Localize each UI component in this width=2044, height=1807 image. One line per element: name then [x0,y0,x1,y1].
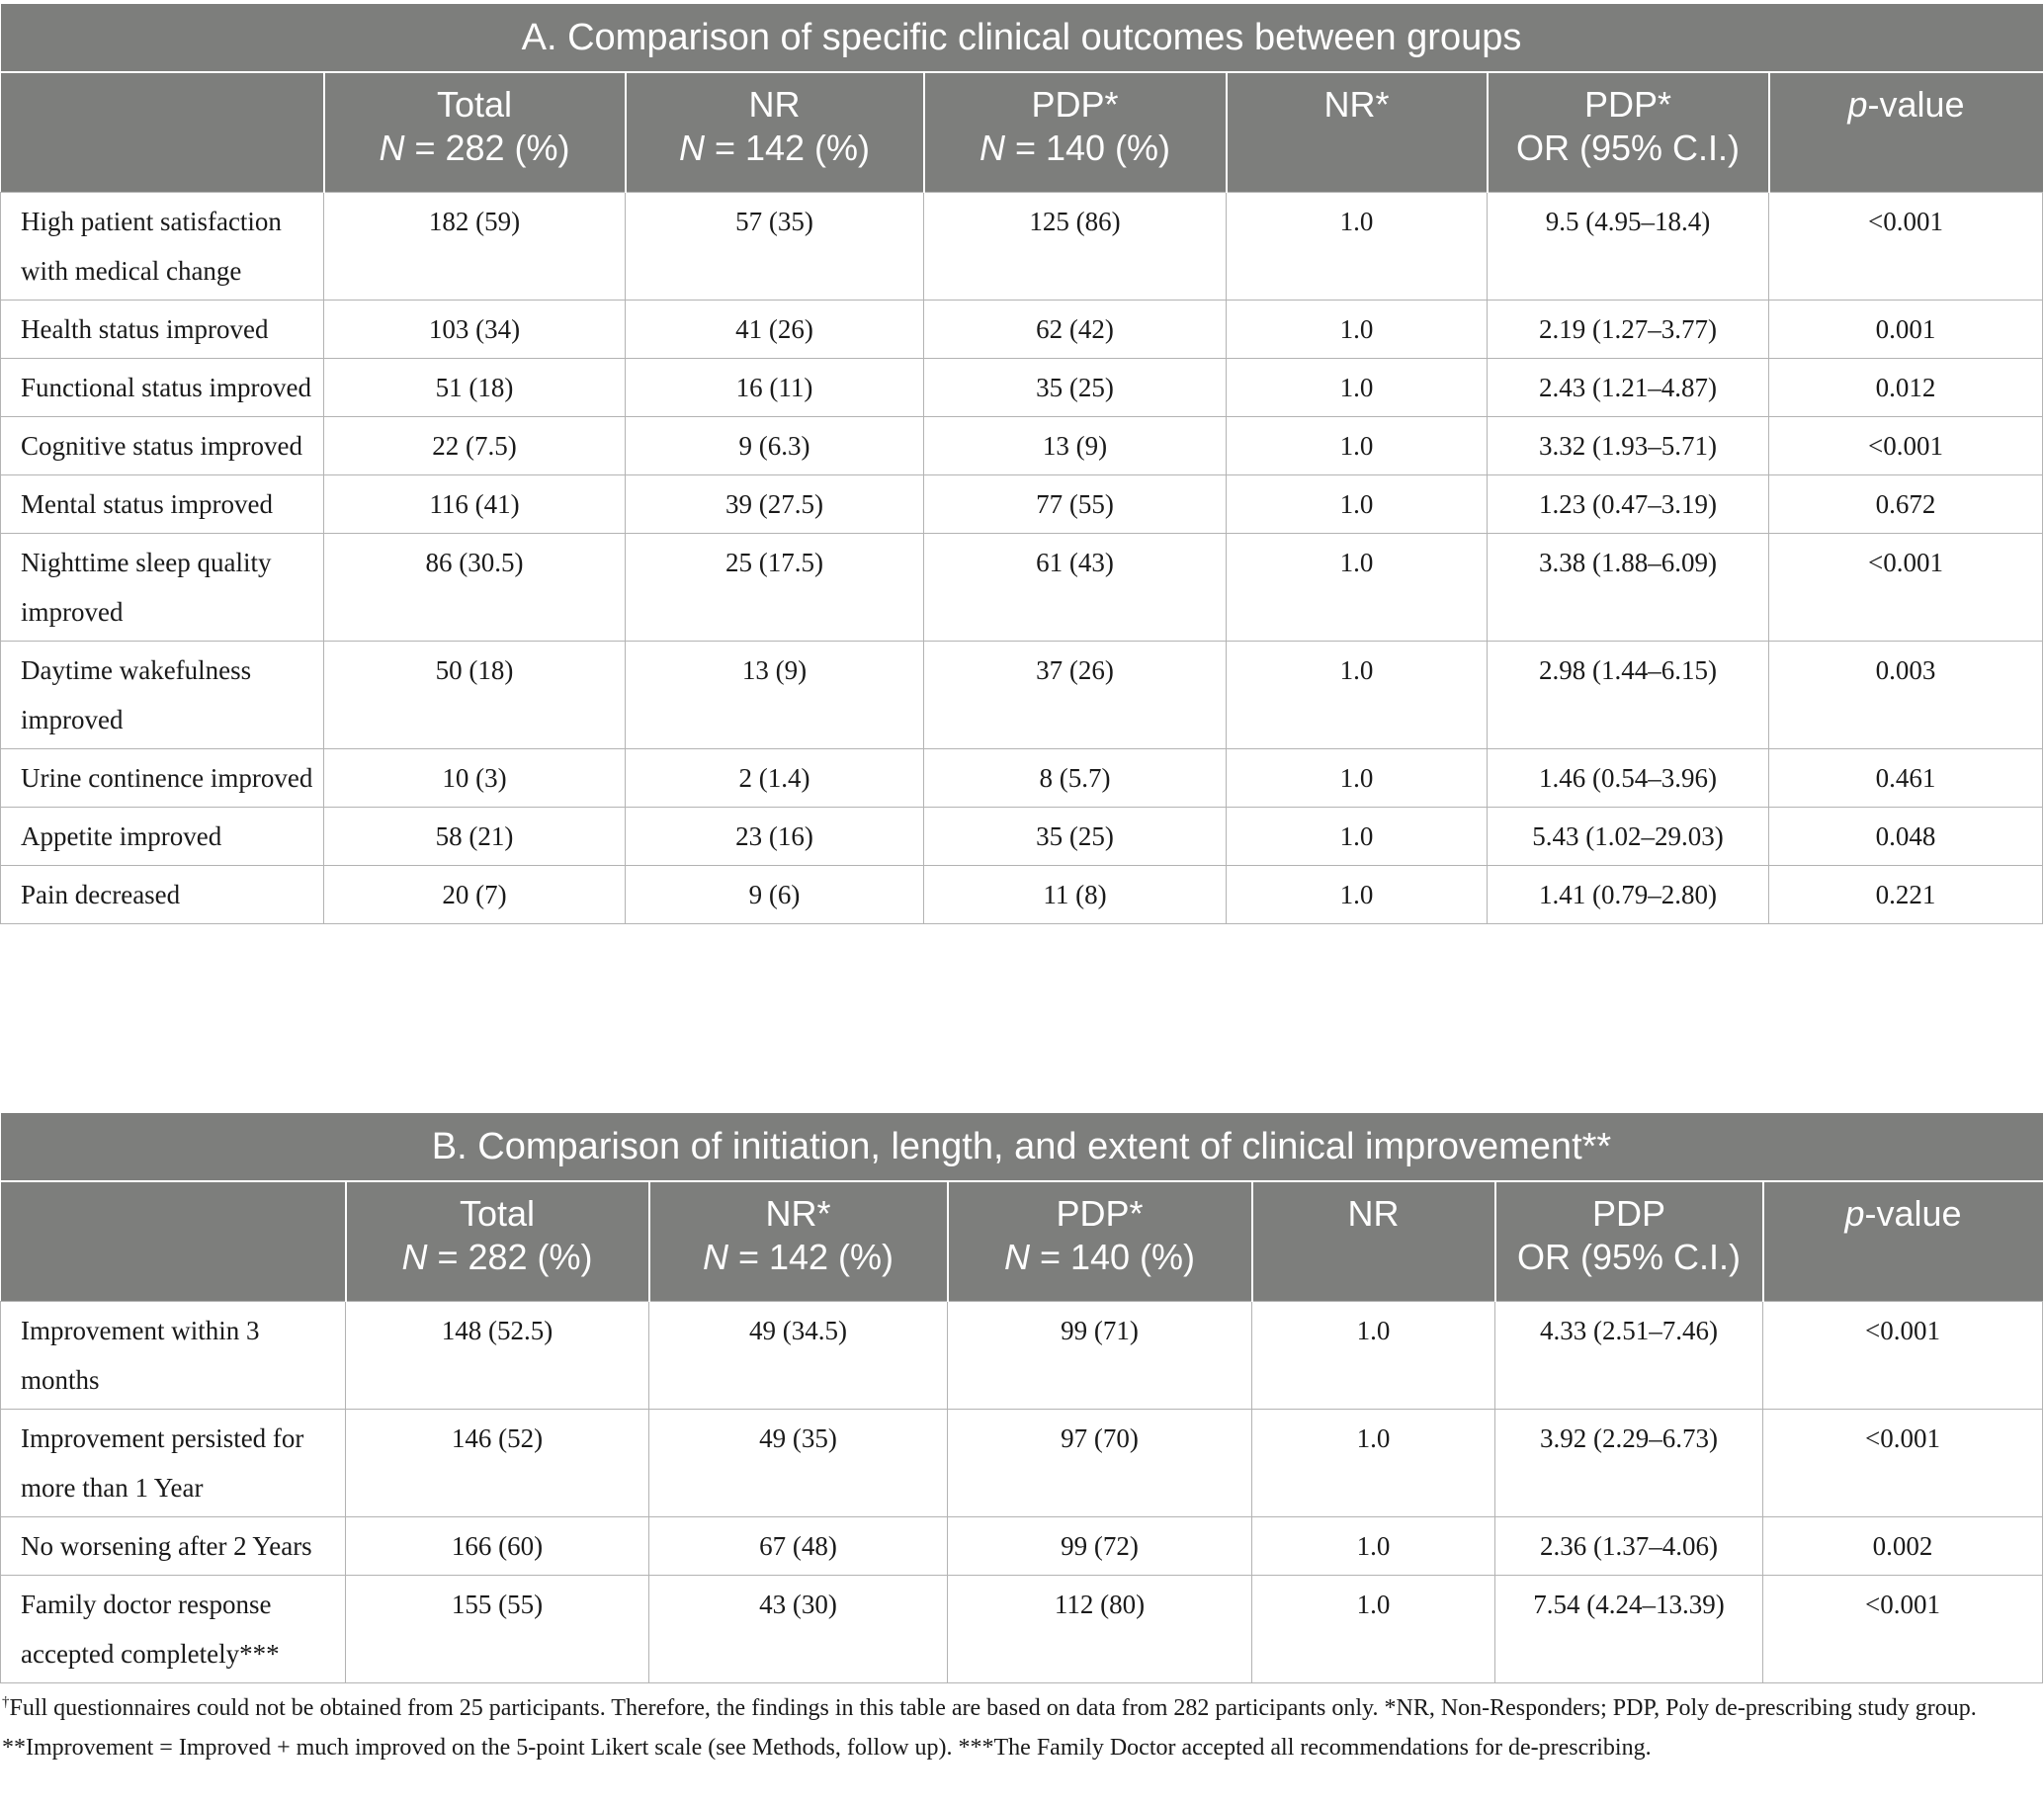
cell-label: Cognitive status improved [1,417,324,475]
cell-nr: 9 (6.3) [626,417,924,475]
cell-or: 7.54 (4.24–13.39) [1495,1576,1763,1683]
cell-total: 103 (34) [324,301,626,359]
cell-nr-ref: 1.0 [1227,866,1488,924]
cell-nr: 9 (6) [626,866,924,924]
cell-total: 182 (59) [324,193,626,301]
cell-total: 155 (55) [346,1576,649,1683]
cell-nr: 49 (35) [649,1410,948,1517]
cell-pdp: 97 (70) [948,1410,1252,1517]
cell-p: <0.001 [1769,417,2043,475]
cell-or: 1.46 (0.54–3.96) [1488,749,1769,808]
cell-label: Family doctor response accepted completely*** [1,1576,346,1683]
cell-label: Appetite improved [1,808,324,866]
header-nr-ref: NR* [1227,72,1488,193]
table-b-title: B. Comparison of initiation, length, and extent of clinical improvement** [1,1113,2043,1181]
cell-or: 1.41 (0.79–2.80) [1488,866,1769,924]
cell-p: 0.003 [1769,642,2043,749]
cell-nr-ref: 1.0 [1227,417,1488,475]
header-empty [1,1181,346,1302]
cell-p: 0.001 [1769,301,2043,359]
table-row [1,301,2043,359]
header-empty [1,72,324,193]
cell-or: 2.36 (1.37–4.06) [1495,1517,1763,1576]
table-row [1,808,2043,866]
cell-p: 0.012 [1769,359,2043,417]
cell-total: 116 (41) [324,475,626,534]
cell-nr-ref: 1.0 [1252,1517,1495,1576]
cell-or: 3.32 (1.93–5.71) [1488,417,1769,475]
cell-or: 4.33 (2.51–7.46) [1495,1302,1763,1410]
cell-label: Functional status improved [1,359,324,417]
cell-nr-ref: 1.0 [1227,749,1488,808]
cell-label: Health status improved [1,301,324,359]
cell-label: No worsening after 2 Years [1,1517,346,1576]
cell-label: Improvement within 3 months [1,1302,346,1410]
table-row [1,749,2043,808]
cell-nr: 39 (27.5) [626,475,924,534]
cell-nr: 2 (1.4) [626,749,924,808]
cell-pdp: 125 (86) [924,193,1227,301]
cell-total: 86 (30.5) [324,534,626,642]
table-a [0,4,2043,924]
cell-total: 58 (21) [324,808,626,866]
cell-nr: 16 (11) [626,359,924,417]
dagger-mark: † [2,1694,10,1710]
cell-nr-ref: 1.0 [1227,534,1488,642]
table-footnote [0,1688,2028,1767]
cell-pdp: 99 (72) [948,1517,1252,1576]
footnote-text: Full questionnaires could not be obtained from 25 participants. Therefore, the findings in this table are based on data from 282 participants only. *NR, Non-Responders; PDP, Poly de-prescribing study group. **Improvement = Improved + much improved on the 5-point Likert scale (see Methods, follow up). ***The Family Doctor accepted all recommendations for de-prescribing. [2,1695,1977,1761]
cell-label: Improvement persisted for more than 1 Year [1,1410,346,1517]
cell-p: <0.001 [1769,193,2043,301]
cell-nr: 13 (9) [626,642,924,749]
table-row [1,193,2043,301]
cell-pdp: 35 (25) [924,808,1227,866]
cell-nr-ref: 1.0 [1227,475,1488,534]
cell-total: 146 (52) [346,1410,649,1517]
cell-nr-ref: 1.0 [1252,1302,1495,1410]
header-pdp: PDP* N = 140 (%) [924,72,1227,193]
cell-p: 0.461 [1769,749,2043,808]
cell-p: 0.048 [1769,808,2043,866]
cell-pdp: 62 (42) [924,301,1227,359]
cell-p: 0.221 [1769,866,2043,924]
cell-pdp: 99 (71) [948,1302,1252,1410]
cell-total: 50 (18) [324,642,626,749]
table-row [1,1517,2043,1576]
header-pdp: PDP* N = 140 (%) [948,1181,1252,1302]
table-a-header [1,72,2043,193]
header-total: Total N = 282 (%) [324,72,626,193]
cell-nr: 23 (16) [626,808,924,866]
header-or: PDP OR (95% C.I.) [1495,1181,1763,1302]
cell-pdp: 37 (26) [924,642,1227,749]
cell-or: 9.5 (4.95–18.4) [1488,193,1769,301]
cell-total: 148 (52.5) [346,1302,649,1410]
cell-pdp: 112 (80) [948,1576,1252,1683]
table-row [1,1302,2043,1410]
cell-pdp: 11 (8) [924,866,1227,924]
cell-nr: 57 (35) [626,193,924,301]
table-b-header [1,1181,2043,1302]
cell-label: Daytime wakefulness improved [1,642,324,749]
cell-total: 166 (60) [346,1517,649,1576]
table-row [1,1576,2043,1683]
cell-p: <0.001 [1763,1302,2043,1410]
cell-label: Urine continence improved [1,749,324,808]
cell-or: 1.23 (0.47–3.19) [1488,475,1769,534]
header-nr: NR* N = 142 (%) [649,1181,948,1302]
cell-or: 2.19 (1.27–3.77) [1488,301,1769,359]
cell-p: <0.001 [1763,1410,2043,1517]
cell-total: 20 (7) [324,866,626,924]
cell-total: 51 (18) [324,359,626,417]
table-row [1,642,2043,749]
cell-or: 2.43 (1.21–4.87) [1488,359,1769,417]
cell-nr: 49 (34.5) [649,1302,948,1410]
cell-p: <0.001 [1769,534,2043,642]
header-nr: NR N = 142 (%) [626,72,924,193]
cell-nr-ref: 1.0 [1252,1576,1495,1683]
cell-nr: 67 (48) [649,1517,948,1576]
cell-pdp: 61 (43) [924,534,1227,642]
table-row [1,417,2043,475]
table-row [1,1410,2043,1517]
cell-nr: 43 (30) [649,1576,948,1683]
cell-p: 0.002 [1763,1517,2043,1576]
cell-pdp: 13 (9) [924,417,1227,475]
cell-label: High patient satisfaction with medical change [1,193,324,301]
cell-pdp: 35 (25) [924,359,1227,417]
cell-label: Pain decreased [1,866,324,924]
cell-p: <0.001 [1763,1576,2043,1683]
cell-nr-ref: 1.0 [1227,642,1488,749]
cell-total: 22 (7.5) [324,417,626,475]
cell-pdp: 8 (5.7) [924,749,1227,808]
cell-or: 3.92 (2.29–6.73) [1495,1410,1763,1517]
cell-nr-ref: 1.0 [1227,301,1488,359]
table-row [1,866,2043,924]
header-nr-ref: NR [1252,1181,1495,1302]
cell-p: 0.672 [1769,475,2043,534]
header-p-value: p-value [1769,72,2043,193]
cell-or: 2.98 (1.44–6.15) [1488,642,1769,749]
header-p-value: p-value [1763,1181,2043,1302]
cell-label: Mental status improved [1,475,324,534]
table-row [1,475,2043,534]
cell-nr: 25 (17.5) [626,534,924,642]
cell-pdp: 77 (55) [924,475,1227,534]
header-total: Total N = 282 (%) [346,1181,649,1302]
table-row [1,534,2043,642]
cell-or: 5.43 (1.02–29.03) [1488,808,1769,866]
cell-nr-ref: 1.0 [1227,193,1488,301]
cell-total: 10 (3) [324,749,626,808]
cell-nr-ref: 1.0 [1227,359,1488,417]
table-b [0,1113,2043,1683]
table-a-title: A. Comparison of specific clinical outcomes between groups [1,4,2043,72]
cell-label: Nighttime sleep quality improved [1,534,324,642]
cell-or: 3.38 (1.88–6.09) [1488,534,1769,642]
cell-nr: 41 (26) [626,301,924,359]
cell-nr-ref: 1.0 [1227,808,1488,866]
table-row [1,359,2043,417]
cell-nr-ref: 1.0 [1252,1410,1495,1517]
header-or: PDP* OR (95% C.I.) [1488,72,1769,193]
